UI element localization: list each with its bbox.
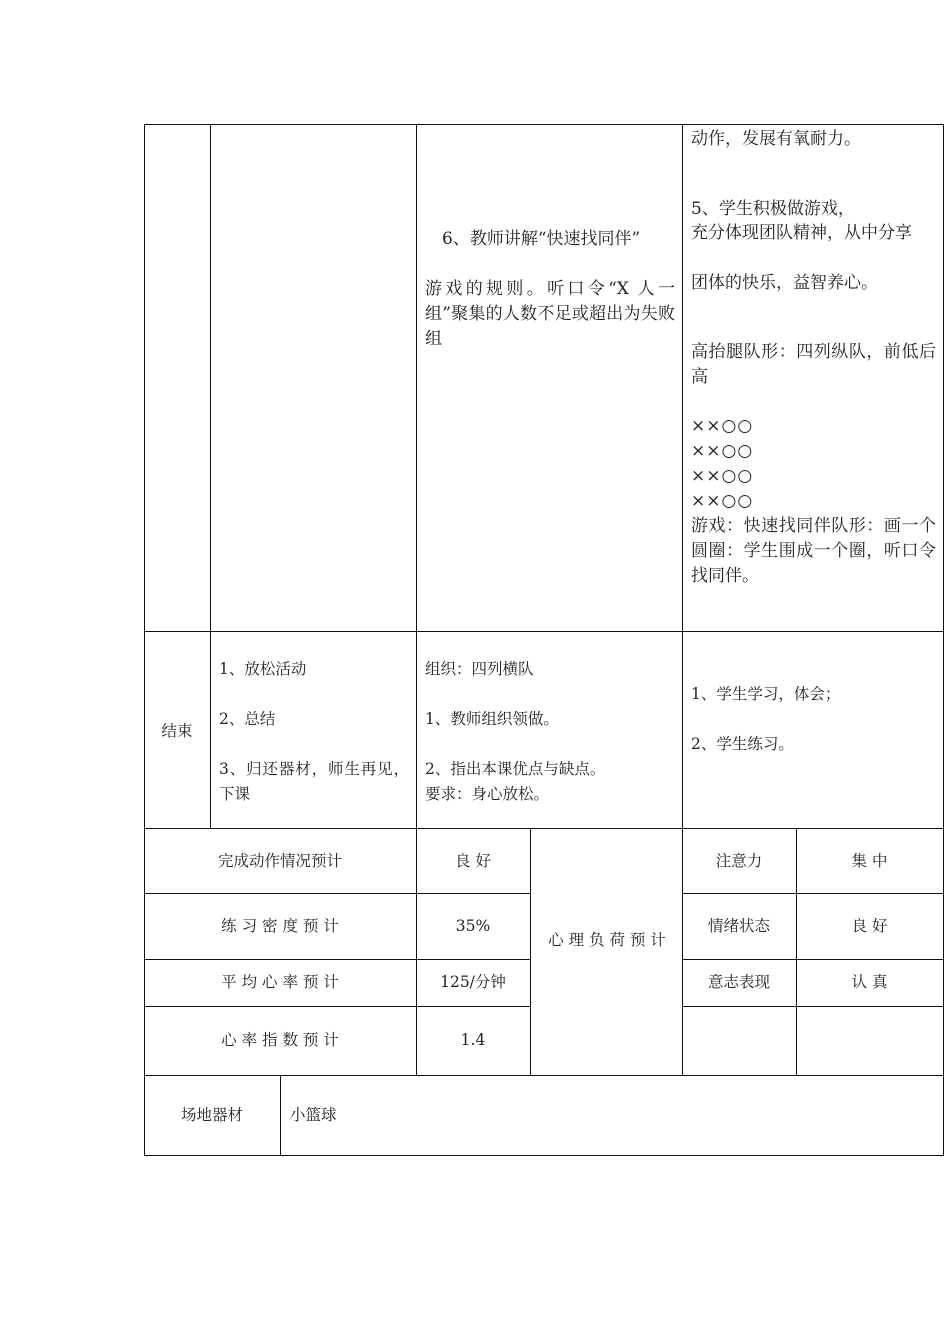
student-game-line-3: 团体的快乐，益智养心。 [691,273,878,293]
student-game-line-2: 充分体现团队精神，从中分享 [691,223,912,243]
heart-rate-index-label: 心 率 指 数 预 计 [221,1031,339,1049]
action-endurance-text: 动作，发展有氧耐力。 [691,129,861,149]
attention-label: 注意力 [715,852,763,870]
teacher-step: 2、指出本课优点与缺点。 [425,760,606,778]
emotion-label: 情绪状态 [707,917,770,935]
heart-rate-index-value: 1.4 [460,1031,486,1049]
formation-row: ××○○ [691,491,754,511]
equipment-value: 小篮球 [290,1106,337,1124]
attention-value: 集 中 [851,852,888,870]
game-intro-text: 6、教师讲解“快速找同伴” [442,229,641,249]
student-step: 2、学生练习。 [691,735,794,753]
avg-heart-rate-label: 平 均 心 率 预 计 [221,973,339,991]
section-ending-label: 结束 [161,722,193,740]
organization-title: 组织：四列横队 [425,660,534,678]
density-estimate-label: 练 习 密 度 预 计 [221,917,339,935]
high-knee-formation-text: 高抬腿队形：四列纵队，前低后高 [691,342,936,387]
formation-row: ××○○ [691,466,754,486]
requirement-text: 要求：身心放松。 [425,785,550,803]
will-value: 认 真 [851,973,888,991]
completion-estimate-label: 完成动作情况预计 [217,852,342,870]
ending-content-item: 3、归还器材，师生再见，下课 [219,760,409,803]
game-rules-text: 游戏的规则。听口令“X 人一组”聚集的人数不足或超出为失败组 [425,279,675,349]
psych-load-label: 心 理 负 荷 预 计 [548,931,666,949]
student-game-line-1: 5、学生积极做游戏， [691,199,855,219]
will-label: 意志表现 [707,973,770,991]
game-formation-text: 游戏：快速找同伴队形：画一个圆圈：学生围成一个圈，听口令找同伴。 [691,516,936,586]
density-estimate-value: 35% [455,917,491,935]
equipment-label: 场地器材 [180,1106,243,1124]
ending-content-item: 2、总结 [219,710,276,728]
formation-row: ××○○ [691,441,754,461]
teacher-step: 1、教师组织领做。 [425,710,559,728]
avg-heart-rate-value: 125/分钟 [440,973,506,991]
completion-estimate-value: 良 好 [455,852,491,870]
emotion-value: 良 好 [851,917,888,935]
student-step: 1、学生学习，体会； [691,685,841,703]
ending-content-item: 1、放松活动 [219,660,307,678]
formation-row: ××○○ [691,416,754,436]
